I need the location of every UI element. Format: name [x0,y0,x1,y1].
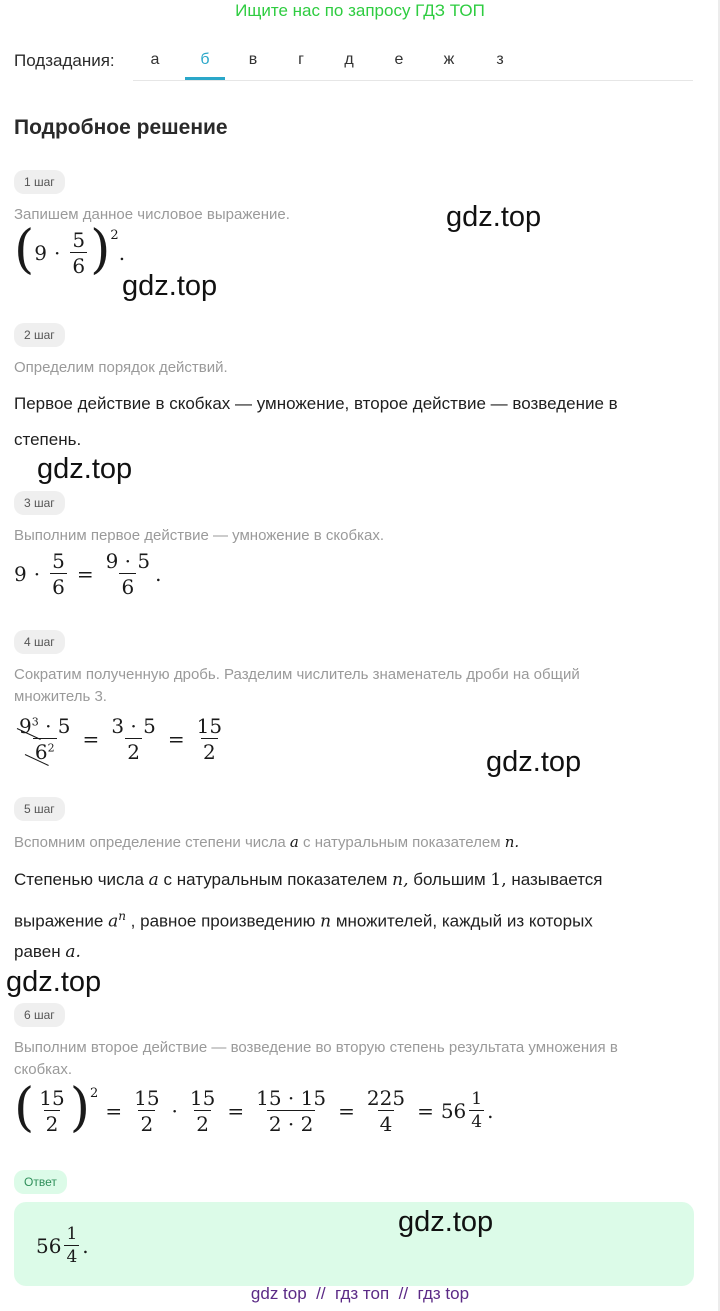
tab-v[interactable]: в [248,51,258,68]
fraction: $\frac{3 \cdot 5}{2}$ [111,714,156,764]
watermark: gdz.top [398,1206,494,1238]
tab-zh[interactable]: ж [443,51,455,68]
footer-link[interactable]: gdz top [250,1284,307,1303]
period: . [487,1099,494,1123]
fraction: $\frac{5}{6}$ [72,228,86,278]
search-banner: Ищите нас по запросу ГДЗ ТОП [235,1,485,20]
fraction: $\frac{15}{2}$ [189,1086,216,1136]
answer-box [14,1202,694,1286]
exponent: 2 [110,228,119,243]
step-badge: 1 шаг [14,170,65,194]
step-hint: множитель 3. [14,688,107,705]
footer-links [0,1284,720,1304]
fraction: $\frac{5}{6}$ [52,549,65,599]
watermark: gdz.top [486,746,582,778]
step-hint: Вспомним определение степени числа a с натуральным показателем n. [14,833,520,851]
math-term: 9 [14,562,27,586]
equals: = [76,562,94,586]
subtask-tabs [133,44,693,81]
math-op: · [54,241,61,265]
footer-separator: // [398,1284,409,1303]
fraction: $\frac{15}{2}$ [39,1086,65,1136]
watermark: gdz.top [122,270,218,302]
equals: = [82,727,100,751]
period: . [118,241,126,265]
fraction: $\frac{15 \cdot 15}{2 \cdot 2}$ [256,1086,327,1136]
step4-expression [14,716,227,762]
exponent: 2 [90,1086,99,1101]
step-badge: 4 шаг [14,630,65,654]
step-text: Первое действие в скобках — умножение, второе действие — возведение в [14,394,618,413]
fraction: $\frac{15}{2}$ [196,714,223,764]
equals: = [105,1099,123,1123]
period: . [82,1234,89,1258]
step3-expression [14,551,161,597]
footer-link[interactable]: гдз топ [335,1284,390,1303]
fraction: $\frac{1}{4}$ [66,1224,78,1267]
footer-link[interactable]: гдз top [417,1284,470,1303]
step-badge: 5 шаг [14,797,65,821]
answer-value [36,1226,89,1266]
math-op: · [33,562,41,586]
equals: = [227,1099,245,1123]
math-op: · [171,1099,178,1123]
step-badge: 6 шаг [14,1003,65,1027]
tab-e[interactable]: е [394,51,404,68]
cancelled-fraction: $\frac{9^3 \cdot 5}{6^2}$ [17,716,73,762]
paren-close: ) [69,1078,91,1138]
paren-open: ( [14,1078,35,1138]
tab-d[interactable]: д [344,51,354,68]
step-badge: 2 шаг [14,323,65,347]
step-badge: 3 шаг [14,491,65,515]
watermark: gdz.top [6,966,102,998]
equals: = [167,727,185,751]
fraction: $\frac{1}{4}$ [471,1089,483,1132]
period: . [155,562,162,586]
fraction: $\frac{225}{4}$ [366,1086,406,1136]
paren-close: ) [90,220,111,280]
section-title: Подробное решение [14,116,228,139]
tab-g[interactable]: г [298,51,304,68]
step-text: степень. [14,430,82,449]
step-hint: Запишем данное числовое выражение. [14,206,290,223]
step-hint: Определим порядок действий. [14,359,228,376]
step-hint: Выполним второе действие — возведение во вторую степень результата умножения в [14,1039,618,1056]
fraction: $\frac{9 \cdot 5}{6}$ [105,549,151,599]
equals: = [417,1099,434,1123]
step-hint: Выполним первое действие — умножение в скобках. [14,527,384,544]
step-text: выражение $a^n$ , равное произведению n множителей, каждый из которых [14,909,593,932]
step-text: Степенью числа a с натуральным показателем n, большим 1, называется [14,870,603,890]
step-hint: Сократим полученную дробь. Разделим числитель знаменатель дроби на общий [14,666,580,683]
step1-expression [14,220,126,280]
tab-b[interactable]: б [185,44,225,80]
footer-separator: // [316,1284,326,1303]
tab-a[interactable]: а [150,51,160,68]
equals: = [338,1099,355,1123]
answer-badge: Ответ [14,1170,67,1194]
paren-open: ( [14,220,35,280]
mixed-whole: 56 [440,1099,467,1123]
math-term: 9 [34,241,48,265]
step-text: равен a. [14,942,81,962]
step-hint: скобках. [14,1061,73,1078]
watermark: gdz.top [446,201,542,233]
fraction: $\frac{15}{2}$ [134,1086,160,1136]
subtasks-label: Подзадания: [14,51,115,70]
watermark: gdz.top [37,453,133,485]
tab-z[interactable]: з [496,51,504,68]
step6-expression [14,1078,494,1138]
mixed-whole: 56 [36,1234,62,1258]
